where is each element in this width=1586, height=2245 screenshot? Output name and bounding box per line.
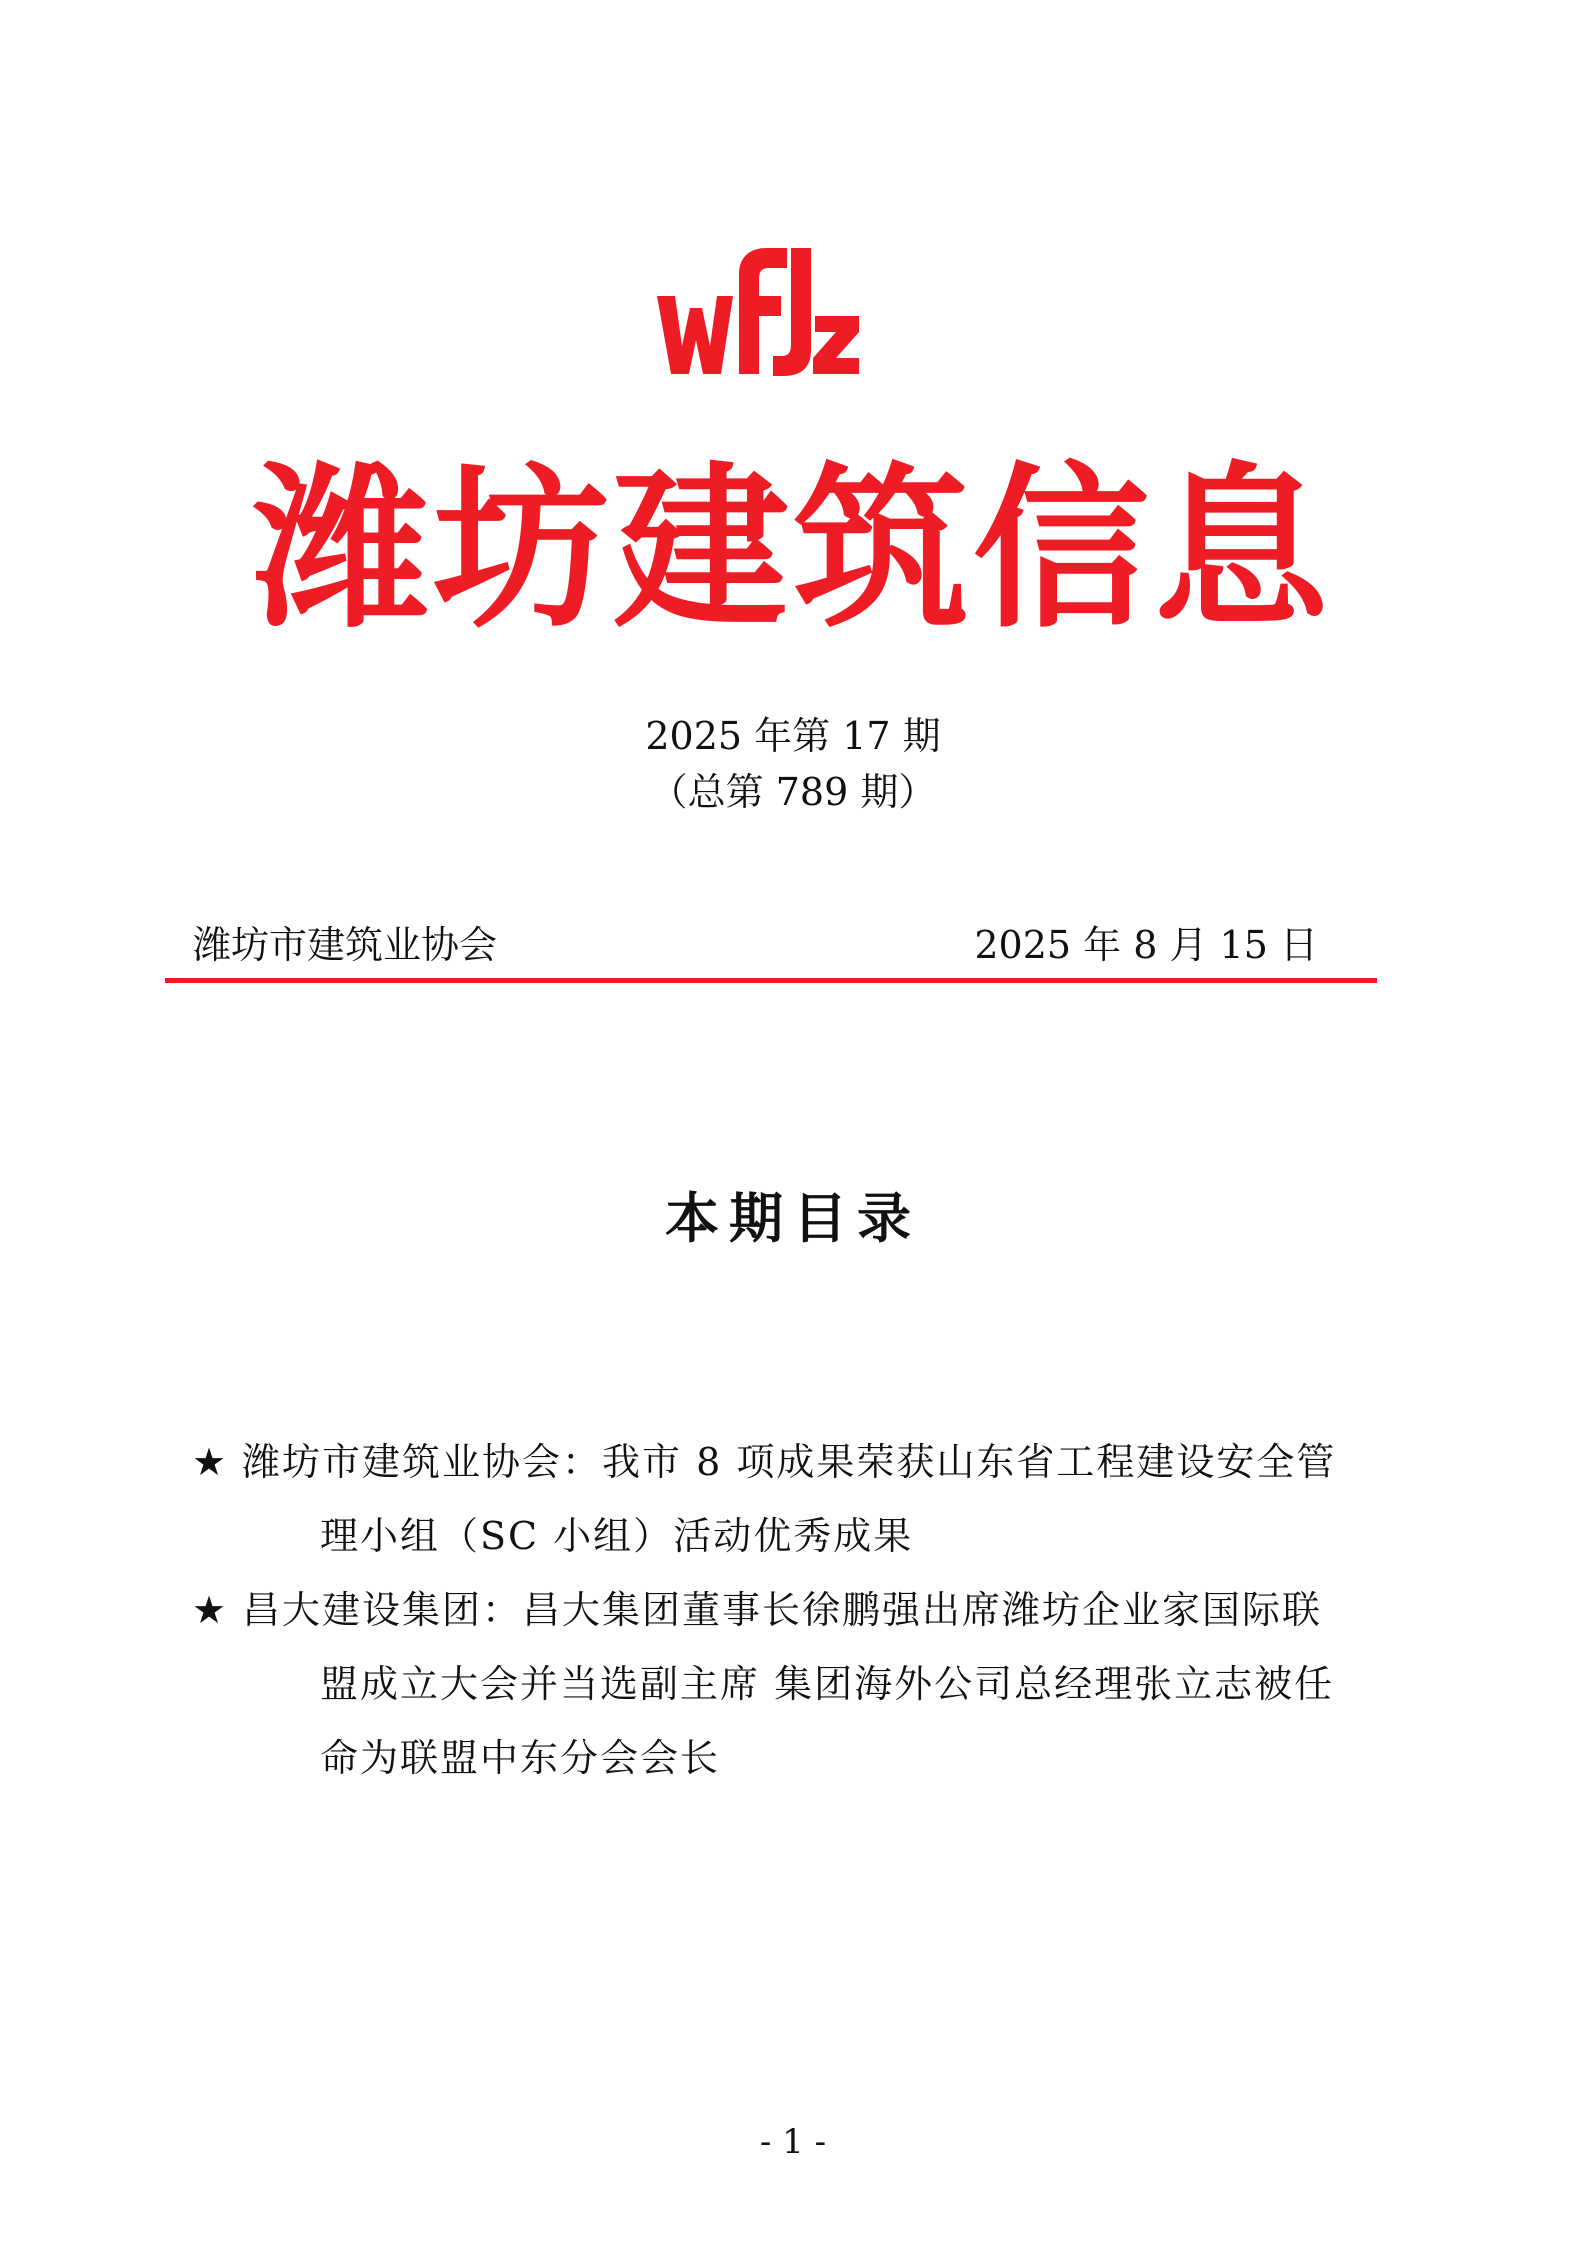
toc-list (192, 1425, 1412, 1795)
toc-item-text: 昌大建设集团：昌大集团董事长徐鹏强出席潍坊企业家国际联 (242, 1588, 1323, 1632)
toc-title: 本期目录 (665, 1186, 921, 1250)
header-divider (165, 978, 1377, 983)
toc-item-text: 潍坊市建筑业协会：我市 8 项成果荣获山东省工程建设安全管 (242, 1440, 1337, 1484)
page-number: - 1 - (759, 2122, 827, 2162)
publication-date: 2025 年 8 月 15 日 (974, 923, 1318, 967)
toc-item-text: 理小组（SC 小组）活动优秀成果 (320, 1514, 914, 1558)
toc-item-text: 盟成立大会并当选副主席 集团海外公司总经理张立志被任 (320, 1662, 1335, 1706)
star-icon: ★ (192, 1440, 229, 1484)
issue-number: 2025 年第 17 期 (645, 714, 941, 758)
toc-item (192, 1573, 1412, 1795)
star-icon: ★ (192, 1588, 229, 1632)
wfjz-logo (655, 246, 860, 378)
toc-item-text: 命为联盟中东分会会长 (320, 1736, 721, 1780)
publisher-name: 潍坊市建筑业协会 (193, 923, 498, 967)
masthead-title: 潍坊建筑信息 (252, 447, 1333, 652)
toc-item-line (192, 1573, 1412, 1647)
issue-total-number: （总第 789 期） (649, 770, 937, 814)
toc-item-line (192, 1425, 1412, 1499)
toc-item (192, 1425, 1412, 1573)
